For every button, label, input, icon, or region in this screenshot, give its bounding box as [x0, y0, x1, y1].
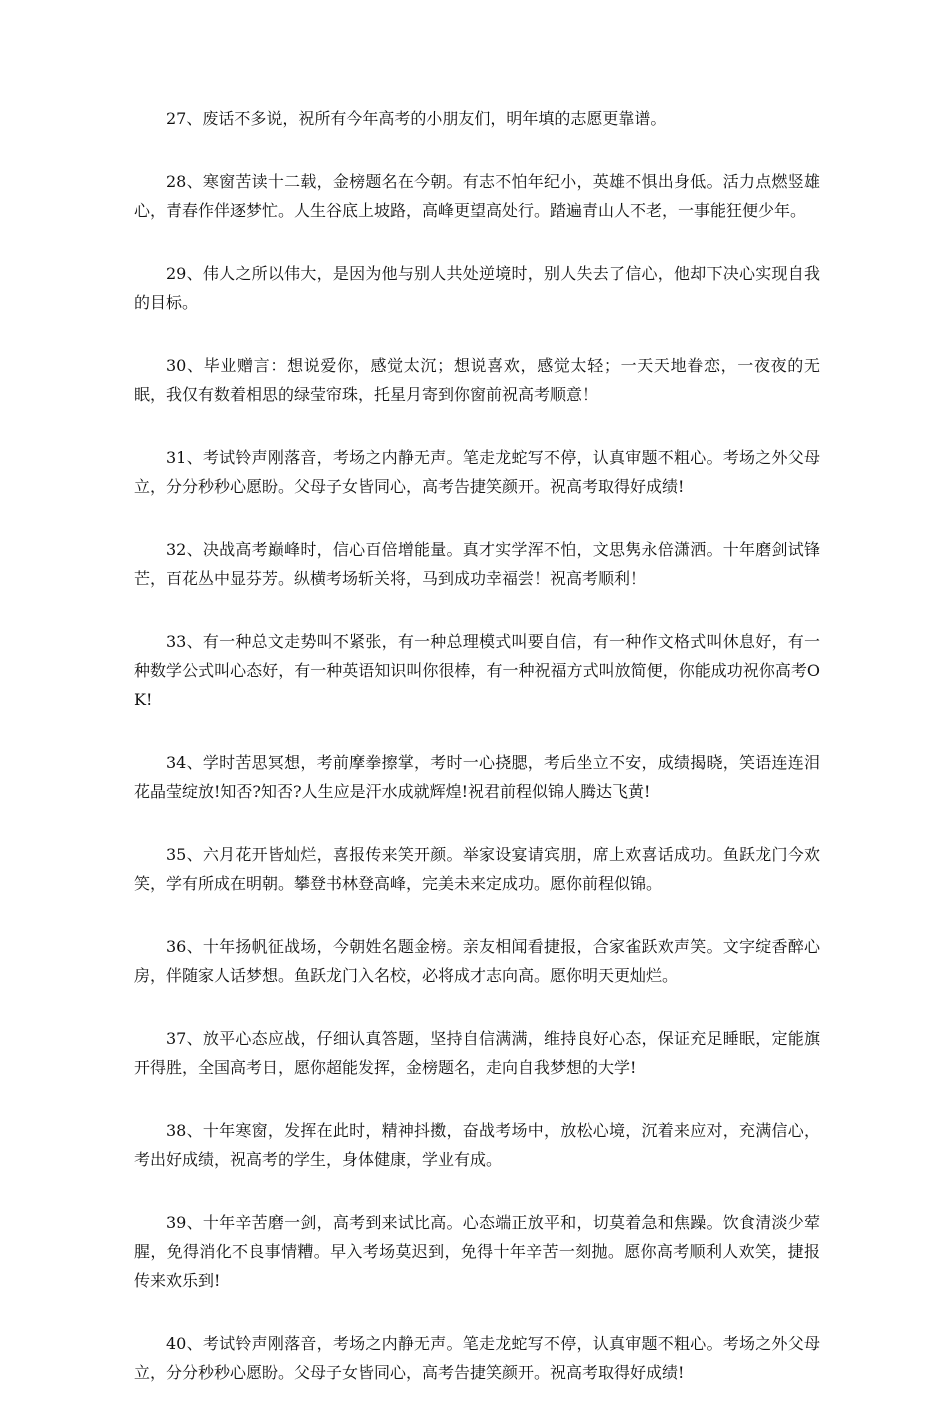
paragraph-28: 28、寒窗苦读十二载，金榜题名在今朝。有志不怕年纪小，英雄不惧出身低。活力点燃竖雄心，青春作伴逐梦忙。人生谷底上坡路，高峰更望高处行。踏遍青山人不老，一事能狂便少年。	[134, 172, 820, 220]
paragraph-35: 35、六月花开皆灿烂，喜报传来笑开颜。举家设宴请宾朋，席上欢喜话成功。鱼跃龙门今欢笑，学有所成在明朝。攀登书林登高峰，完美未来定成功。愿你前程似锦。	[134, 845, 820, 893]
paragraph-34: 34、学时苦思冥想，考前摩拳擦掌，考时一心挠腮，考后坐立不安，成绩揭晓，笑语连连泪花晶莹绽放!知否?知否?人生应是汗水成就辉煌!祝君前程似锦人腾达飞黄!	[134, 753, 820, 801]
paragraph-32: 32、决战高考巅峰时，信心百倍增能量。真才实学浑不怕，文思隽永倍潇洒。十年磨剑试锋芒，百花丛中显芬芳。纵横考场斩关将，马到成功幸福尝！祝高考顺利！	[134, 540, 820, 588]
paragraph-39: 39、十年辛苦磨一剑，高考到来试比高。心态端正放平和，切莫着急和焦躁。饮食清淡少荤腥，免得消化不良事情糟。早入考场莫迟到，免得十年辛苦一刻抛。愿你高考顺利人欢笑，捷报传来欢乐到!	[134, 1213, 820, 1290]
paragraph-40: 40、考试铃声刚落音，考场之内静无声。笔走龙蛇写不停，认真审题不粗心。考场之外父母立，分分秒秒心愿盼。父母子女皆同心，高考告捷笑颜开。祝高考取得好成绩!	[134, 1334, 820, 1382]
paragraph-37: 37、放平心态应战，仔细认真答题，坚持自信满满，维持良好心态，保证充足睡眠，定能旗开得胜，全国高考日，愿你超能发挥，金榜题名，走向自我梦想的大学!	[134, 1029, 820, 1077]
paragraph-38: 38、十年寒窗，发挥在此时，精神抖擞，奋战考场中，放松心境，沉着来应对，充满信心，考出好成绩，祝高考的学生，身体健康，学业有成。	[134, 1121, 820, 1169]
paragraph-31: 31、考试铃声刚落音，考场之内静无声。笔走龙蛇写不停，认真审题不粗心。考场之外父母立，分分秒秒心愿盼。父母子女皆同心，高考告捷笑颜开。祝高考取得好成绩!	[134, 448, 820, 496]
paragraph-29: 29、伟人之所以伟大，是因为他与别人共处逆境时，别人失去了信心，他却下决心实现自我的目标。	[134, 264, 820, 312]
paragraph-33: 33、有一种总文走势叫不紧张，有一种总理模式叫要自信，有一种作文格式叫休息好，有一种数学公式叫心态好，有一种英语知识叫你很棒，有一种祝福方式叫放简便，你能成功祝你高考OK!	[134, 632, 820, 709]
paragraph-36: 36、十年扬帆征战场，今朝姓名题金榜。亲友相闻看捷报，合家雀跃欢声笑。文字绽香醉心房，伴随家人话梦想。鱼跃龙门入名校，必将成才志向高。愿你明天更灿烂。	[134, 937, 820, 985]
document-body	[134, 104, 820, 1421]
paragraph-30: 30、毕业赠言：想说爱你，感觉太沉；想说喜欢，感觉太轻；一天天地眷恋，一夜夜的无眠，我仅有数着相思的绿莹帘珠，托星月寄到你窗前祝高考顺意！	[134, 356, 820, 404]
paragraph-27: 27、废话不多说，祝所有今年高考的小朋友们，明年填的志愿更靠谱。	[166, 109, 667, 128]
